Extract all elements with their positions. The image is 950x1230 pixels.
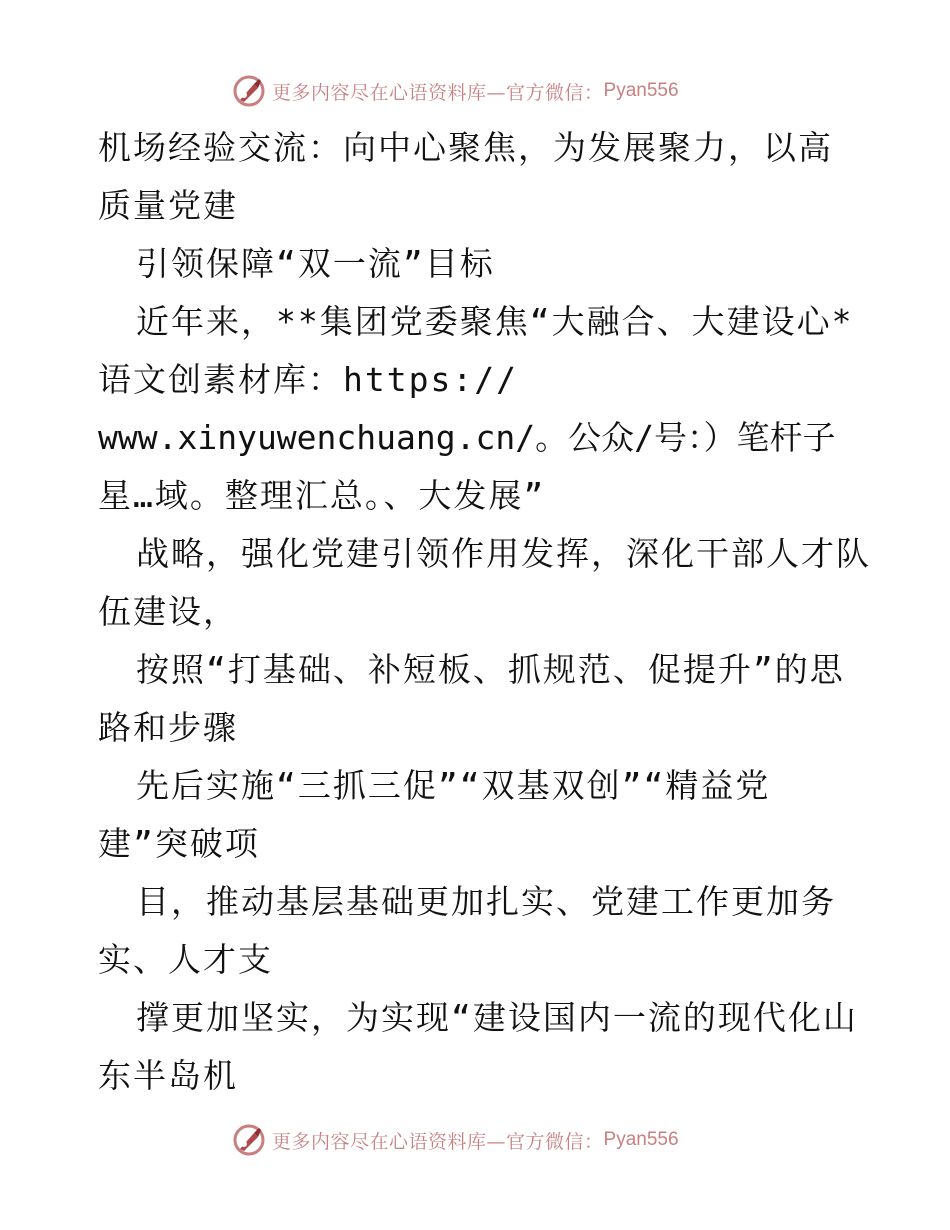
body-line: 实、人才支 (98, 940, 273, 979)
body-line: 机场经验交流：向中心聚焦，为发展聚力，以高 (98, 128, 833, 167)
body-line: 语文创素材库：https:// (98, 360, 518, 399)
quill-seal-icon (232, 74, 266, 108)
body-line: 伍建设， (98, 592, 238, 631)
body-line: 先后实施“三抓三促”“双基双创”“精益党 (136, 766, 771, 805)
body-line: 引领保障“双一流”目标 (136, 244, 495, 283)
body-line: 质量党建 (98, 186, 238, 225)
body-line: 战略，强化党建引领作用发挥，深化干部人才队 (136, 534, 871, 573)
body-line: 目，推动基层基础更加扎实、党建工作更加务 (136, 882, 836, 921)
quill-seal-icon (232, 1123, 266, 1157)
header-watermark-banner (232, 74, 712, 108)
body-line: www.xinyuwenchuang.cn/。公众/号：）笔杆子 (98, 418, 836, 457)
footer-watermark-banner (232, 1123, 712, 1157)
body-line: 撑更加坚实，为实现“建设国内一流的现代化山 (136, 998, 858, 1037)
header-wechat-id: Pyan556 (603, 80, 679, 101)
body-line: 按照“打基础、补短板、抓规范、促提升”的思 (136, 650, 845, 689)
body-line: 东半岛机 (98, 1056, 238, 1095)
body-line: 建”突破项 (98, 824, 260, 863)
footer-banner-text: 更多内容尽在心语资料库—官方微信： (272, 1130, 604, 1153)
body-text (98, 119, 871, 1105)
body-line: 星…域。整理汇总。、大发展” (98, 476, 546, 515)
footer-wechat-id: Pyan556 (603, 1129, 679, 1150)
header-banner-text: 更多内容尽在心语资料库—官方微信： (272, 81, 604, 104)
body-line: 近年来，**集团党委聚焦“大融合、大建设心* (136, 302, 854, 341)
body-line: 路和步骤 (98, 708, 238, 747)
